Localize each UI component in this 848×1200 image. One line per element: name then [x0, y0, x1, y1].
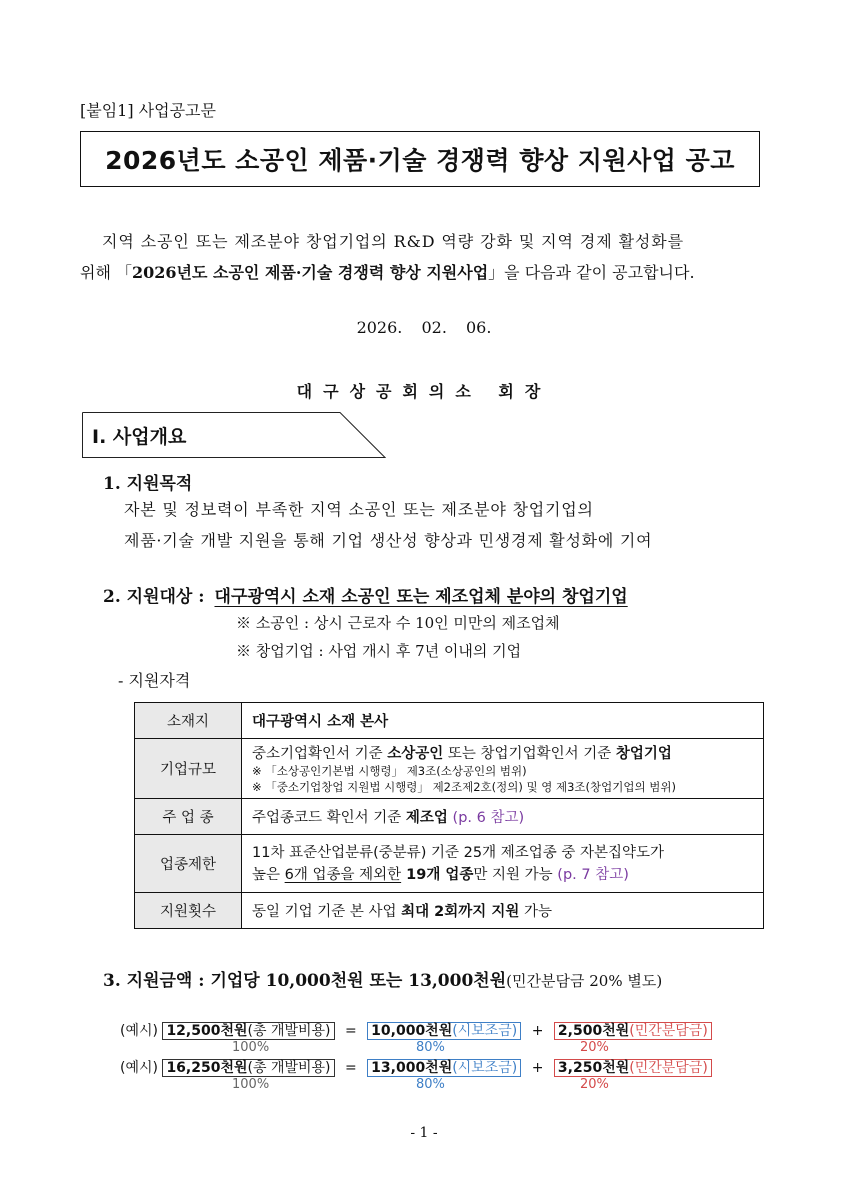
text: 동일 기업 기준 본 사업 — [252, 904, 402, 920]
intro-line-2 — [80, 257, 770, 288]
example-1 — [120, 1020, 712, 1056]
row-key: 업종제한 — [135, 835, 242, 893]
company-size-line — [252, 742, 753, 763]
example-label: (예시) — [120, 1023, 158, 1039]
purpose-line-2: 제품·기술 개발 지원을 통해 기업 생산성 향상과 민생경제 활성화에 기여 — [124, 531, 653, 550]
underlined-text: 6개 업종을 제외한 — [284, 866, 402, 883]
row-value — [242, 893, 764, 929]
total-note: (총 개발비용) — [247, 1060, 331, 1076]
company-size-note-2: ※ 「중소기업창업 지원법 시행령」 제2조제2호(정의) 및 영 제3조(창업기업의 범위) — [252, 780, 676, 794]
bold-text: 최대 2회까지 지원 — [401, 904, 520, 920]
percent-gov: 80% — [416, 1040, 445, 1055]
intro-paragraph — [80, 226, 770, 288]
percent-total: 100% — [232, 1040, 270, 1055]
gov-amount: 13,000천원 — [371, 1060, 453, 1076]
intro-line-1: 지역 소공인 또는 제조분야 창업기업의 R&D 역량 강화 및 지역 경제 활성화를 — [102, 232, 684, 251]
purpose-heading: 1. 지원목적 — [103, 474, 193, 494]
text: 만 지원 가능 — [473, 866, 553, 883]
program-name: 2026년도 소공인 제품·기술 경쟁력 향상 지원사업 — [132, 263, 489, 282]
page-title — [80, 131, 760, 187]
page-reference: (p. 7 참고) — [552, 866, 629, 883]
company-size-note-1: ※ 「소상공인기본법 시행령」 제3조(소상공인의 범위) — [252, 764, 527, 778]
plus-sign: + — [531, 1060, 544, 1076]
text: 중소기업확인서 기준 — [252, 746, 388, 762]
percent-gov: 80% — [416, 1077, 445, 1092]
target-line — [103, 582, 628, 607]
row-value — [242, 739, 764, 799]
industry-limit-line-1: 11차 표준산업분류(중분류) 기준 25개 제조업종 중 자본집약도가 — [252, 844, 665, 861]
gov-amount: 10,000천원 — [371, 1023, 453, 1039]
table-row — [135, 799, 764, 835]
amount-heading: 3. 지원금액 : 기업당 10,000천원 또는 13,000천원 — [103, 971, 507, 991]
percent-priv: 20% — [580, 1040, 609, 1055]
target-heading: 2. 지원대상 : — [103, 587, 205, 607]
page-reference: (p. 6 참고) — [447, 810, 525, 826]
target-value: 대구광역시 소재 소공인 또는 제조업체 분야의 창업기업 — [214, 587, 628, 607]
gov-note: (시보조금) — [452, 1023, 518, 1039]
percent-total: 100% — [232, 1077, 270, 1092]
row-key: 지원횟수 — [135, 893, 242, 929]
gov-note: (시보조금) — [452, 1060, 518, 1076]
section-header — [82, 412, 386, 458]
example-equation — [120, 1020, 712, 1040]
intro-prefix: 위해 「 — [80, 263, 132, 282]
text: 높은 — [252, 866, 285, 883]
priv-amount: 3,250천원 — [557, 1060, 630, 1076]
equals-sign: = — [344, 1060, 357, 1076]
attachment-label: [붙임1] 사업공고문 — [80, 101, 216, 120]
bold-text: 19개 업종 — [401, 866, 474, 883]
example-2 — [120, 1057, 712, 1093]
page-number: - 1 - — [410, 1125, 438, 1141]
row-key: 소재지 — [135, 703, 242, 739]
bold-text: 창업기업 — [615, 746, 672, 762]
industry-limit-line-2 — [252, 864, 753, 886]
equals-sign: = — [344, 1023, 357, 1039]
amount-line — [103, 966, 662, 991]
gov-box — [367, 1059, 521, 1077]
bold-text: 소상공인 — [387, 746, 444, 762]
text: 또는 창업기업확인서 기준 — [443, 746, 616, 762]
priv-note: (민간분담금) — [629, 1060, 708, 1076]
table-row — [135, 703, 764, 739]
location-value: 대구광역시 소재 본사 — [252, 714, 389, 730]
target-note-2: ※ 창업기업 : 사업 개시 후 7년 이내의 기업 — [236, 642, 522, 660]
plus-sign: + — [531, 1023, 544, 1039]
table-row — [135, 835, 764, 893]
intro-suffix: 」을 다음과 같이 공고합니다. — [488, 263, 695, 282]
priv-box — [554, 1059, 712, 1077]
gov-box — [367, 1022, 521, 1040]
target-note-1: ※ 소공인 : 상시 근로자 수 10인 미만의 제조업체 — [236, 614, 560, 632]
priv-box — [554, 1022, 712, 1040]
section-title: I. 사업개요 — [92, 426, 187, 448]
example-percentages — [120, 1077, 712, 1093]
table-row — [135, 893, 764, 929]
announcement-date: 2026. 02. 06. — [356, 318, 492, 337]
row-key: 기업규모 — [135, 739, 242, 799]
page-title-text: 2026년도 소공인 제품·기술 경쟁력 향상 지원사업 공고 — [105, 146, 735, 175]
qualification-table — [134, 702, 764, 929]
example-label: (예시) — [120, 1060, 158, 1076]
amount-note: (민간분담금 20% 별도) — [506, 972, 663, 990]
total-box — [162, 1059, 334, 1077]
purpose-line-1: 자본 및 정보력이 부족한 지역 소공인 또는 제조분야 창업기업의 — [124, 500, 594, 519]
total-box — [162, 1022, 334, 1040]
row-key: 주 업 종 — [135, 799, 242, 835]
example-percentages — [120, 1040, 712, 1056]
priv-amount: 2,500천원 — [557, 1023, 630, 1039]
table-row — [135, 739, 764, 799]
row-value — [242, 835, 764, 893]
text: 가능 — [519, 904, 552, 920]
text: 주업종코드 확인서 기준 — [252, 810, 406, 826]
example-equation — [120, 1057, 712, 1077]
row-value — [242, 703, 764, 739]
total-amount: 12,500천원 — [166, 1023, 248, 1039]
total-amount: 16,250천원 — [166, 1060, 248, 1076]
row-value — [242, 799, 764, 835]
percent-priv: 20% — [580, 1077, 609, 1092]
bold-text: 제조업 — [405, 810, 448, 826]
qualification-label: - 지원자격 — [118, 671, 191, 690]
organization-name: 대구상공회의소 회장 — [296, 382, 552, 401]
priv-note: (민간분담금) — [629, 1023, 708, 1039]
total-note: (총 개발비용) — [247, 1023, 331, 1039]
